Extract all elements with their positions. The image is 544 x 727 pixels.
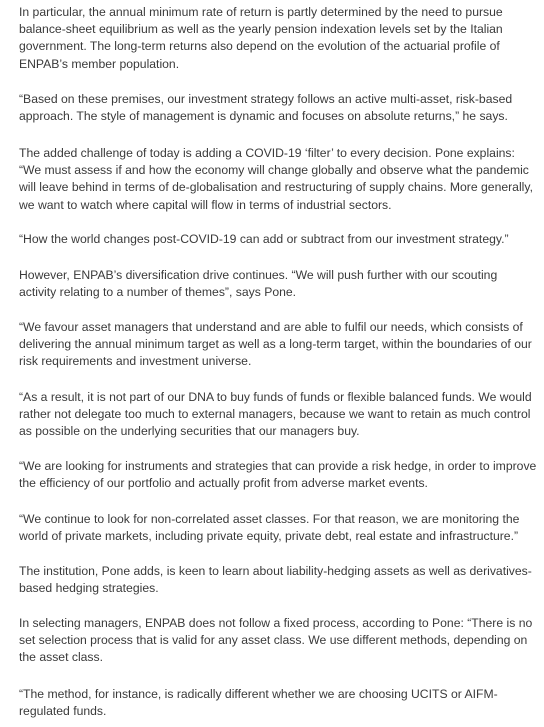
paragraph: However, ENPAB’s diversification drive continues. “We will push further with our scouting activity relating to a number of themes”, says Pone. (19, 268, 498, 300)
paragraph: “Based on these premises, our investment strategy follows an active multi-asset, risk-based approach. The style of management is dynamic and focuses on absolute returns,” he says. (19, 92, 513, 124)
paragraph: “We continue to look for non-correlated asset classes. For that reason, we are monitoring the world of private markets, including private equity, private debt, real estate and infrastructure.” (19, 512, 520, 544)
paragraph: “As a result, it is not part of our DNA to buy funds of funds or flexible balanced funds. We would rather not delegate too much to external managers, because we want to retain as much control as possible on the underlying securities that our managers buy. (19, 390, 532, 439)
paragraph: “We favour asset managers that understand and are able to fulfil our needs, which consists of delivering the annual minimum target as well as a long-term target, within the boundaries of our risk requirements and investment universe. (19, 320, 532, 369)
paragraph: In selecting managers, ENPAB does not follow a fixed process, according to Pone: “There is no set selection process that is valid for any asset class. We use different methods, depending on the asset class. (19, 616, 533, 665)
paragraph: “The method, for instance, is radically different whether we are choosing UCITS or AIFM-regulated funds. (19, 687, 498, 719)
paragraph: In particular, the annual minimum rate of return is partly determined by the need to pursue balance-sheet equilibrium as well as the yearly pension indexation levels set by the Italian government. The long-term returns also depend on the evolution of the actuarial profile of ENPAB’s member population. (19, 5, 503, 71)
paragraph: The added challenge of today is adding a COVID-19 ‘filter’ to every decision. Pone explains: “We must assess if and how the economy will change globally and observe what the pandemic will leave behind in terms of de-globalisation and restructuring of supply chains. More generally, we want to watch where capital will flow in terms of industrial sectors. (19, 146, 533, 212)
paragraph: The institution, Pone adds, is keen to learn about liability-hedging assets as well as derivatives-based hedging strategies. (19, 564, 532, 596)
paragraph: “How the world changes post-COVID-19 can add or subtract from our investment strategy.” (19, 232, 509, 246)
paragraph: “We are looking for instruments and strategies that can provide a risk hedge, in order to improve the efficiency of our portfolio and actually profit from adverse market events. (19, 459, 537, 491)
